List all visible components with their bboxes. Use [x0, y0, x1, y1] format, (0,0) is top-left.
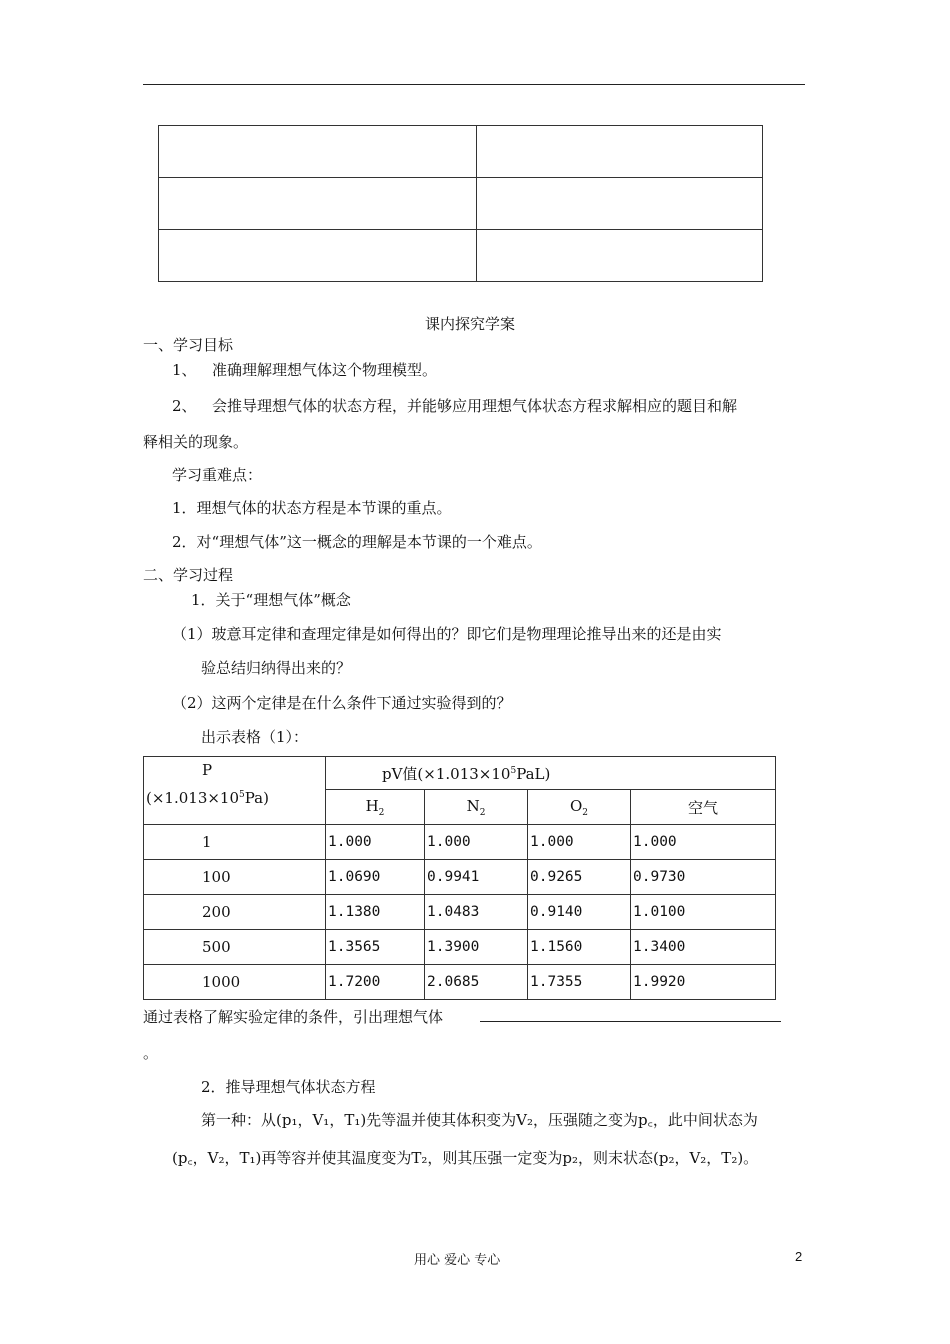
n2-value: 1.0483 — [425, 895, 528, 930]
o2-value: 0.9140 — [528, 895, 631, 930]
subsection-1: 1．关于“理想气体”概念 — [191, 591, 351, 609]
blank-cell — [477, 126, 763, 178]
h2-value: 1.1380 — [326, 895, 425, 930]
gas-n2-header: $N_2$ — [425, 790, 528, 825]
method-line2: (p꜀，V₂，T₁)再等容并使其温度变为T₂，则其压强一定变为p₂，则末状态(p₂，V₂，T₂)。 — [172, 1149, 759, 1167]
blank-period: 。 — [143, 1044, 159, 1062]
gas-o2-header: $O_2$ — [528, 790, 631, 825]
p-unit: $(\times 1.013\times 10^5Pa)$ — [146, 789, 269, 807]
pv-header: pV值$(\times 1.013\times 10^5PaL)$ — [326, 757, 776, 790]
blank-cell — [159, 126, 477, 178]
pv-table — [143, 756, 776, 1000]
n2-value: 1.3900 — [425, 930, 528, 965]
air-value: 1.000 — [631, 825, 776, 860]
page-number: 2 — [795, 1249, 803, 1264]
p-value: 200 — [144, 895, 326, 930]
gas-air-header: 空气 — [631, 790, 776, 825]
o2-value: 0.9265 — [528, 860, 631, 895]
p-value: 500 — [144, 930, 326, 965]
blank-cell — [159, 230, 477, 282]
o2-value: 1.7355 — [528, 965, 631, 1000]
p-value: 1000 — [144, 965, 326, 1000]
h2-value: 1.0690 — [326, 860, 425, 895]
air-value: 1.9920 — [631, 965, 776, 1000]
key-point-2: 2．对“理想气体”这一概念的理解是本节课的一个难点。 — [172, 533, 542, 551]
fill-blank-line — [480, 1021, 781, 1022]
subsection-2: 2．推导理想气体状态方程 — [201, 1078, 376, 1096]
air-value: 1.3400 — [631, 930, 776, 965]
table-row — [144, 895, 776, 930]
table-row — [144, 825, 776, 860]
table-caption: 出示表格（1）： — [201, 728, 309, 746]
section2-heading: 二、学习过程 — [143, 566, 234, 584]
header-rule — [143, 84, 805, 85]
goal-1-number: 1、 — [172, 361, 197, 379]
question-1-line1: （1）玻意耳定律和查理定律是如何得出的？即它们是物理理论推导出来的还是由实 — [172, 625, 722, 643]
n2-value: 1.000 — [425, 825, 528, 860]
blank-cell — [477, 230, 763, 282]
footer-motto: 用心 爱心 专心 — [414, 1253, 501, 1268]
method-line1: 第一种：从(p₁，V₁，T₁)先等温并使其体积变为V₂，压强随之变为p꜀，此中间状态为 — [201, 1111, 758, 1129]
goal-1-text: 准确理解理想气体这个物理模型。 — [212, 361, 438, 379]
blank-cell — [159, 178, 477, 230]
h2-value: 1.7200 — [326, 965, 425, 1000]
blank-cell — [477, 178, 763, 230]
o2-value: 1.000 — [528, 825, 631, 860]
p-header-cell — [144, 757, 326, 825]
table-row — [144, 860, 776, 895]
question-1-line2: 验总结归纳得出来的？ — [201, 659, 352, 677]
key-points-heading: 学习重难点： — [172, 466, 263, 484]
table-row — [144, 930, 776, 965]
table-row — [144, 965, 776, 1000]
h2-value: 1.000 — [326, 825, 425, 860]
air-value: 1.0100 — [631, 895, 776, 930]
question-2: （2）这两个定律是在什么条件下通过实验得到的？ — [172, 694, 512, 712]
goal-2-line2: 释相关的现象。 — [143, 433, 249, 451]
goal-2-line1: 会推导理想气体的状态方程，并能够应用理想气体状态方程求解相应的题目和解 — [212, 397, 738, 415]
blank-table — [158, 125, 763, 282]
goal-2-number: 2、 — [172, 397, 197, 415]
p-value: 1 — [144, 825, 326, 860]
gas-h2-header: $H_2$ — [326, 790, 425, 825]
n2-value: 2.0685 — [425, 965, 528, 1000]
p-value: 100 — [144, 860, 326, 895]
o2-value: 1.1560 — [528, 930, 631, 965]
section-title: 课内探究学案 — [425, 315, 516, 333]
table-conclusion: 通过表格了解实验定律的条件，引出理想气体 — [143, 1008, 444, 1026]
h2-value: 1.3565 — [326, 930, 425, 965]
section1-heading: 一、学习目标 — [143, 336, 234, 354]
air-value: 0.9730 — [631, 860, 776, 895]
key-point-1: 1．理想气体的状态方程是本节课的重点。 — [172, 499, 452, 517]
p-header: P — [202, 761, 213, 779]
n2-value: 0.9941 — [425, 860, 528, 895]
